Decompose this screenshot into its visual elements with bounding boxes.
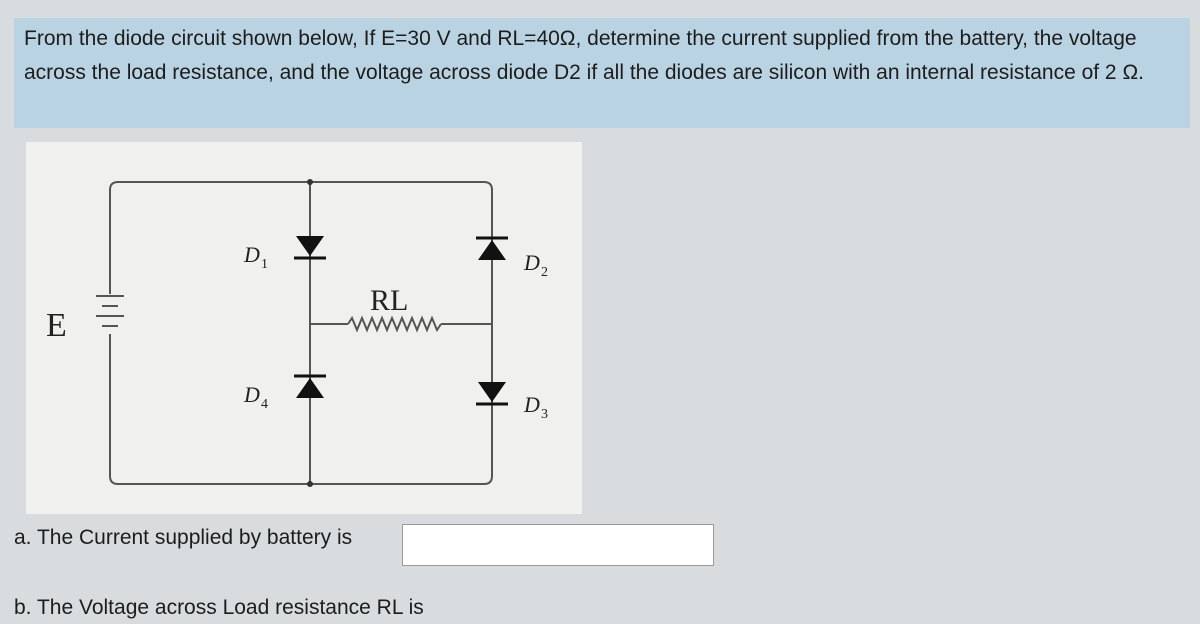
- answer-b-label: b. The Voltage across Load resistance RL is: [14, 596, 424, 619]
- d1-sub: 1: [261, 257, 268, 272]
- d3-sub: 3: [541, 407, 548, 422]
- question-text: From the diode circuit shown below, If E=30 V and RL=40Ω, determine the current supplied from the battery, the voltage across the load resistance, and the voltage across diode D2 if all the diodes are silicon with an internal resistance of 2 Ω.: [24, 27, 1144, 84]
- circuit-diagram: [26, 142, 582, 514]
- d3-label: D: [524, 392, 540, 417]
- answer-a-input[interactable]: [402, 524, 714, 566]
- d4-sub: 4: [261, 397, 268, 412]
- battery-label: E: [46, 307, 67, 344]
- d2-sub: 2: [541, 265, 548, 280]
- circuit-svg: [26, 142, 582, 514]
- d4-label: D: [244, 382, 260, 407]
- d1-label: D: [244, 242, 260, 267]
- rl-label: RL: [370, 284, 409, 317]
- answer-a-label: a. The Current supplied by battery is: [14, 526, 353, 549]
- d2-label: D: [524, 250, 540, 275]
